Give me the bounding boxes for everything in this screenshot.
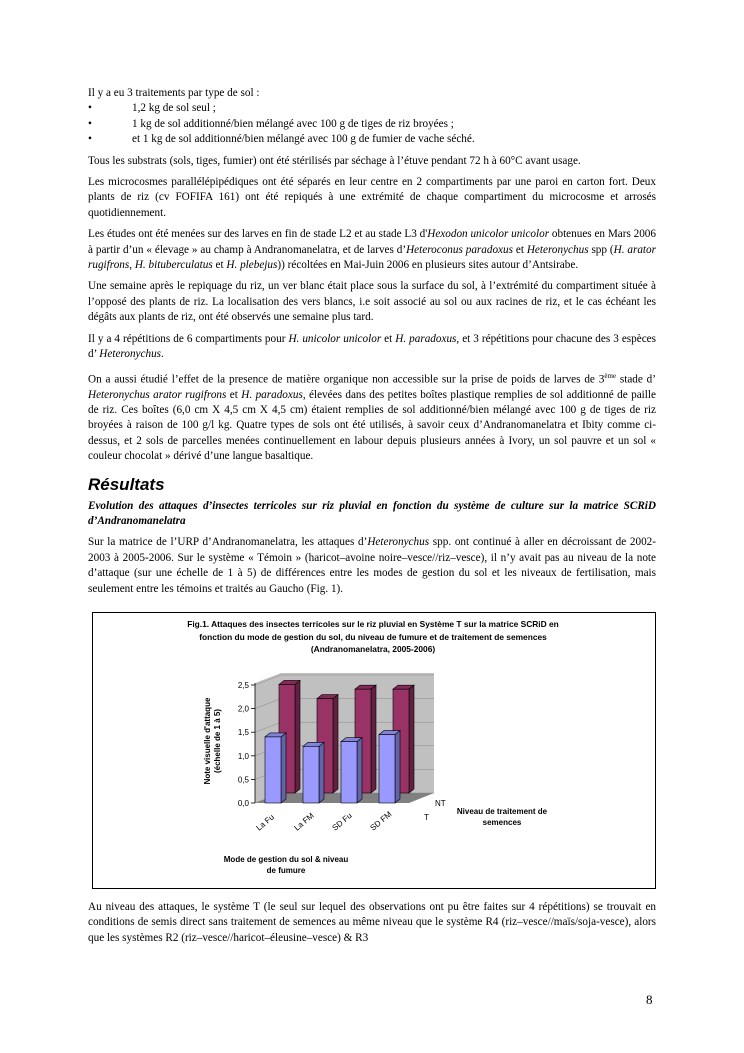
bullet-text: et 1 kg de sol additionné/bien mélangé avec 100 g de fumier de vache séché. <box>132 133 475 146</box>
paragraph-microcosmes: Les microcosmes parallélépipédiques ont été séparés en leur centre en 2 compartiments par une paroi en carton fort. Deux plants de riz (cv FOFIFA 161) ont été repiqués à une extrémité de chaque compartiment du microcosme et arrosés quotidiennement. <box>88 176 656 219</box>
bullet-text: 1 kg de sol additionné/bien mélangé avec 100 g de tiges de riz broyées ; <box>132 117 454 130</box>
y-tick-label: 2,5 <box>237 681 249 690</box>
svg-text:de fumure: de fumure <box>266 866 306 875</box>
bullet-item <box>88 117 656 132</box>
bar-t-la-fu <box>265 733 286 803</box>
z-axis-label <box>457 807 548 827</box>
bullet-item <box>88 132 656 147</box>
intro-lead: Il y a eu 3 traitements par type de sol : <box>88 87 260 99</box>
y-tick-label: 0,5 <box>237 775 249 785</box>
y-axis-label <box>203 697 222 784</box>
y-ticks <box>238 681 255 808</box>
y-tick-label: 1,5 <box>237 728 249 738</box>
series-label-t: T <box>424 813 429 822</box>
y-tick-label: 0,0 <box>237 799 249 808</box>
x-axis-label <box>224 855 349 875</box>
paragraph-resultats: Sur la matrice de l’URP d’Andranomanelatra, les attaques d’Heteronychus spp. ont continué à aller en décroissant de 2002-2003 à 2005-2006. Sur le système « Témoin » (haricot–avoine noire–vesce//riz–vesce), il n’y avait pas au niveau de la note d’attaque (sur une échelle de 1 à 5) de différences entre les modes de gestion du sol et les niveaux de fertilisation, mais seulement entre les témoins et traités au Gaucho (Fig. 1). <box>88 536 656 595</box>
bullet-icon: • <box>88 117 92 130</box>
bullet-icon: • <box>88 102 92 115</box>
series-label-nt: NT <box>435 799 446 808</box>
results-heading: Résultats <box>88 474 165 494</box>
y-tick-label: 1,0 <box>237 751 249 761</box>
paragraph-matiere-organique: On a aussi étudié l’effet de la presence de matière organique non accessible sur la prise de poids de larves de 3ème stade d’ Heteronychus arator rugifrons et H. paradoxus, élevées dans des petites boîtes plastique remplies de sol additionné de paille de riz. Ces boîtes (6,0 cm X 4,5 cm X 4,5 cm) étaient remplies de sol additionné/bien mélangé avec 100 g de tiges de riz broyées à raison de 100 g/l kg. Quatre types de sols ont été utilisés, à savoir ceux d’Andranomanelatra et Ibity comme ci-dessus, et 2 sols de parcelles menées continuellement en labour depuis plusieurs années à Ivory, un sol pauvre et un sol « couleur chocolat » dérivé d’une langue basaltique. <box>88 371 656 463</box>
results-subheading: Evolution des attaques d’insectes terricoles sur riz pluvial en fonction du système de culture sur la matrice SCRiD d’Andranomanelatra <box>88 499 656 528</box>
paragraph-after-figure: Au niveau des attaques, le système T (le seul sur lequel des observations ont pu être faites sur 4 répétitions) se trouvait en conditions de semis direct sans traitement de semences au même niveau que le système R4 (riz–vesce//maïs/soja-vesce), alors que les systèmes R2 (riz–vesce//haricot–éleusine–vesce) & R3 <box>88 901 656 944</box>
figure-title: Fig.1. Attaques des insectes terricoles sur le riz pluvial en Système T sur la matrice SCRiD en fonction du mode de gestion du sol, du niveau de fumure et de traitement de semences (Andranomanelatra, 2005-2006) <box>187 619 559 654</box>
x-tick-label: La FM <box>292 811 316 833</box>
paragraph-repetitions: Il y a 4 répétitions de 6 compartiments pour H. unicolor unicolor et H. paradoxus, et 3 répétitions pour chacune des 3 espèces d’ Heteronychus. <box>88 332 656 361</box>
bar-t-la-fm <box>303 742 324 803</box>
x-tick-label: SD Fu <box>330 811 354 833</box>
svg-text:Mode de gestion du sol & nivea: Mode de gestion du sol & niveau <box>223 855 349 864</box>
x-tick-label: La Fu <box>254 812 276 833</box>
bullet-icon: • <box>88 133 92 146</box>
paragraph-larves: Les études ont été menées sur des larves en fin de stade L2 et au stade L3 d'Hexodon unicolor unicolor obtenues en Mars 2006 à partir d’un « élevage » au champ à Andranomanelatra, et de larves d’Heteroconus paradoxus et Heteronychus spp (H. arator rugifrons, H. bituberculatus et H. plebejus)) récoltées en Mai-Juin 2006 en plusieurs sites autour d’Antsirabe. <box>88 228 656 272</box>
bullet-text: 1,2 kg de sol seul ; <box>132 102 216 115</box>
paragraph-sterilisation: Tous les substrats (sols, tiges, fumier) ont été stérilisés par séchage à l’étuve pendant 72 h à 60°C avant usage. <box>88 154 581 167</box>
bar-chart-3d <box>93 613 655 888</box>
y-tick-label: 2,0 <box>237 704 249 714</box>
x-tick-label: SD FM <box>368 809 394 833</box>
svg-text:Note visuelle d'attaque: Note visuelle d'attaque <box>203 697 212 785</box>
figure-1 <box>92 612 656 889</box>
paragraph-repiquage: Une semaine après le repiquage du riz, un ver blanc était place sous la surface du sol, à l’extrémité du compartiment située à l’opposé des plants de riz. La localisation des vers blancs, i.e soit associé au sol ou aux racines de riz, et le cas échéant les dégâts aux plants de riz, ont été observés une semaine plus tard. <box>88 280 656 324</box>
svg-text:semences: semences <box>482 818 522 827</box>
bullet-item <box>88 101 656 116</box>
bar-t-sd-fu <box>341 738 362 803</box>
page-number: 8 <box>646 992 653 1007</box>
svg-text:Niveau de traitement de: Niveau de traitement de <box>456 807 548 816</box>
page-body <box>88 86 656 603</box>
svg-text:(échelle de 1 à 5): (échelle de 1 à 5) <box>213 708 222 774</box>
bar-t-sd-fm <box>379 731 400 803</box>
x-tick-labels <box>255 809 394 832</box>
